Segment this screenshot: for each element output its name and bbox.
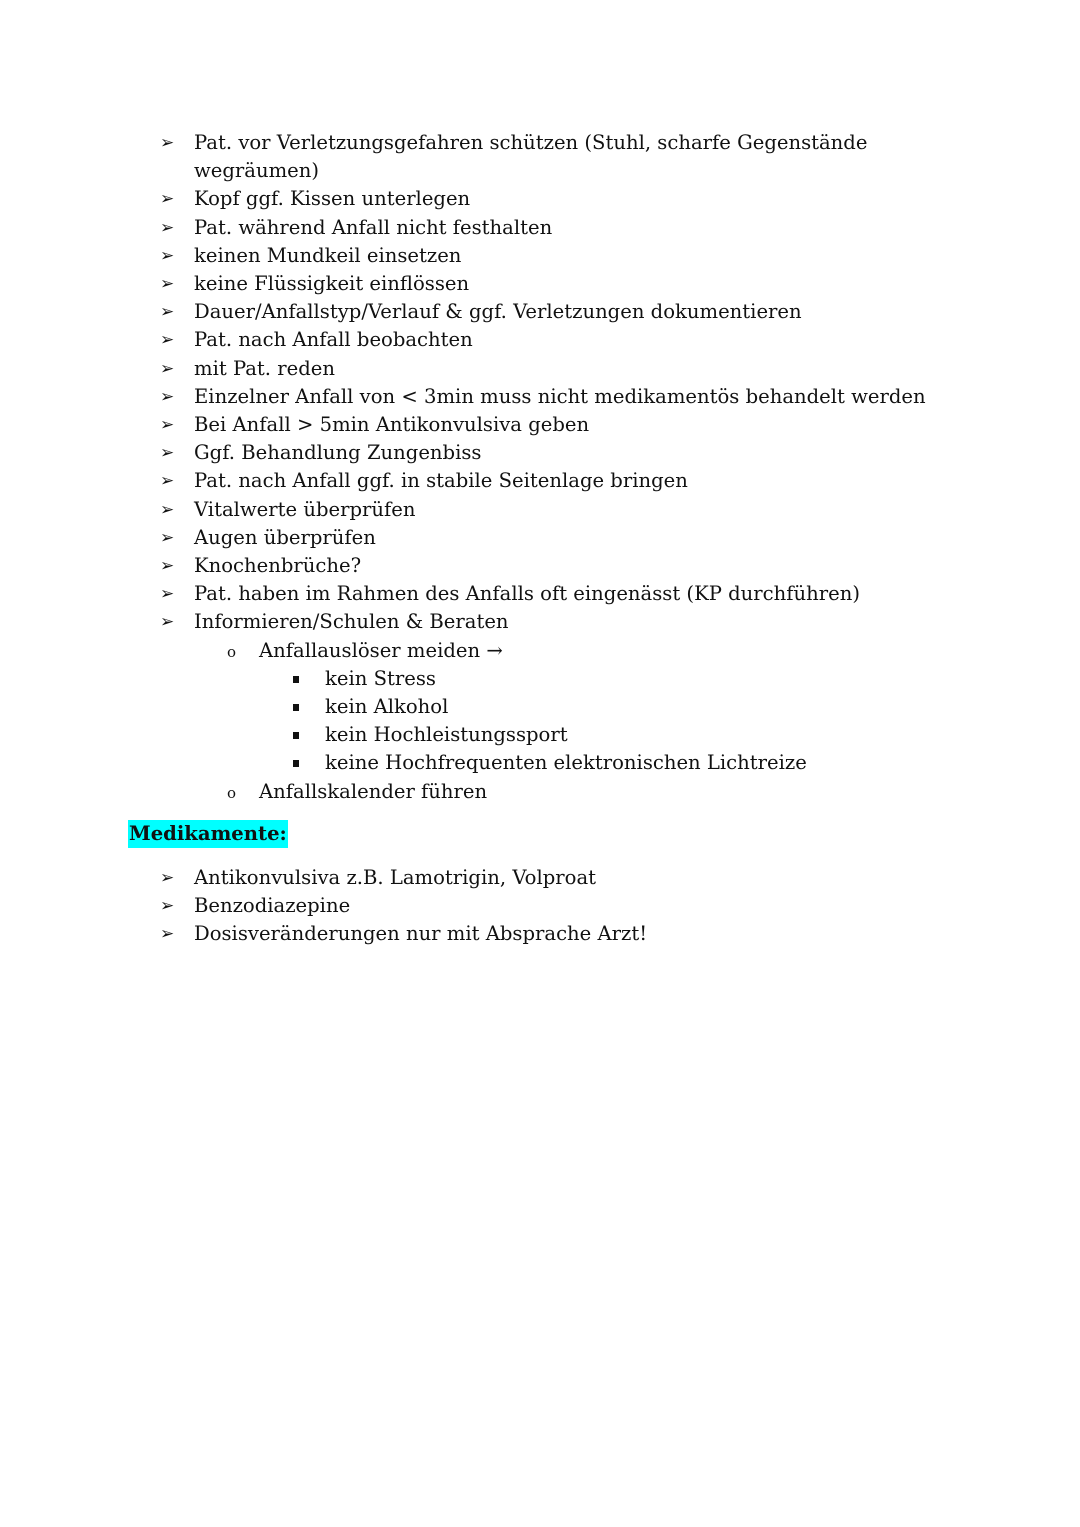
arrowhead-bullet-icon: ➢: [160, 189, 175, 210]
square-bullet-icon: [293, 732, 299, 739]
sub-sub-list-item: keine Hochfrequenten elektronischen Lichtreize: [0, 749, 1080, 777]
right-arrow-icon: →: [486, 638, 503, 662]
list-item: ➢ Ggf. Behandlung Zungenbiss: [0, 439, 1080, 467]
list-item: ➢ Bei Anfall > 5min Antikonvulsiva geben: [0, 411, 1080, 439]
list-item: ➢ Dosisveränderungen nur mit Absprache Arzt!: [0, 920, 1080, 948]
medication-list: [0, 864, 1080, 949]
list-item: ➢ Dauer/Anfallstyp/Verlauf & ggf. Verletzungen dokumentieren: [0, 298, 1080, 326]
list-item: ➢ Pat. während Anfall nicht festhalten: [0, 214, 1080, 242]
arrowhead-bullet-icon: ➢: [160, 471, 175, 492]
arrowhead-bullet-icon: ➢: [160, 330, 175, 351]
list-item: ➢ Knochenbrüche?: [0, 552, 1080, 580]
arrowhead-bullet-icon: ➢: [160, 302, 175, 323]
arrowhead-bullet-icon: ➢: [160, 133, 175, 153]
sub-sub-list-item: kein Alkohol: [0, 693, 1080, 721]
list-item: ➢ Pat. vor Verletzungsgefahren schützen (Stuhl, scharfe Gegenstände wegräumen): [160, 131, 868, 183]
list-item: ➢ Einzelner Anfall von < 3min muss nicht medikamentös behandelt werden: [0, 383, 1080, 411]
square-bullet-icon: [293, 704, 299, 711]
list-item: ➢ keinen Mundkeil einsetzen: [0, 242, 1080, 270]
list-item: ➢ Informieren/Schulen & Beraten: [0, 608, 1080, 636]
circle-bullet-icon: o: [227, 642, 237, 661]
section-heading-medikamente: Medikamente:: [128, 820, 288, 848]
arrowhead-bullet-icon: ➢: [160, 358, 175, 379]
sub-sub-list-item: kein Hochleistungssport: [0, 721, 1080, 749]
arrowhead-bullet-icon: ➢: [160, 217, 175, 238]
circle-bullet-icon: o: [227, 783, 237, 802]
list-item: ➢ Pat. nach Anfall ggf. in stabile Seitenlage bringen: [0, 467, 1080, 495]
arrowhead-bullet-icon: ➢: [160, 584, 175, 605]
care-measures-list: [0, 129, 1080, 806]
arrowhead-bullet-icon: ➢: [160, 245, 175, 266]
list-item: ➢ Antikonvulsiva z.B. Lamotrigin, Volproat: [0, 864, 1080, 892]
square-bullet-icon: [293, 676, 299, 683]
arrowhead-bullet-icon: ➢: [160, 415, 175, 436]
square-bullet-icon: [293, 760, 299, 767]
list-item: ➢ Pat. nach Anfall beobachten: [0, 326, 1080, 354]
arrowhead-bullet-icon: ➢: [160, 386, 175, 407]
arrowhead-bullet-icon: ➢: [160, 274, 175, 295]
sub-sub-list-item: kein Stress: [0, 665, 1080, 693]
list-item: ➢ Pat. haben im Rahmen des Anfalls oft eingenässt (KP durchführen): [0, 580, 1080, 608]
sub-list-item: o Anfallauslöser meiden →: [0, 637, 1080, 665]
sub-list-item: o Anfallskalender führen: [0, 778, 1080, 806]
arrowhead-bullet-icon: ➢: [160, 896, 175, 917]
list-item: ➢ keine Flüssigkeit einflössen: [0, 270, 1080, 298]
arrowhead-bullet-icon: ➢: [160, 612, 175, 633]
arrowhead-bullet-icon: ➢: [160, 499, 175, 520]
list-item: ➢ Augen überprüfen: [0, 524, 1080, 552]
list-item: ➢ Kopf ggf. Kissen unterlegen: [0, 185, 1080, 213]
arrowhead-bullet-icon: ➢: [160, 443, 175, 464]
list-item: ➢ Vitalwerte überprüfen: [0, 496, 1080, 524]
list-item: ➢ mit Pat. reden: [0, 355, 1080, 383]
list-item: ➢ Benzodiazepine: [0, 892, 1080, 920]
arrowhead-bullet-icon: ➢: [160, 556, 175, 577]
arrowhead-bullet-icon: ➢: [160, 924, 175, 945]
arrowhead-bullet-icon: ➢: [160, 868, 175, 888]
arrowhead-bullet-icon: ➢: [160, 527, 175, 548]
